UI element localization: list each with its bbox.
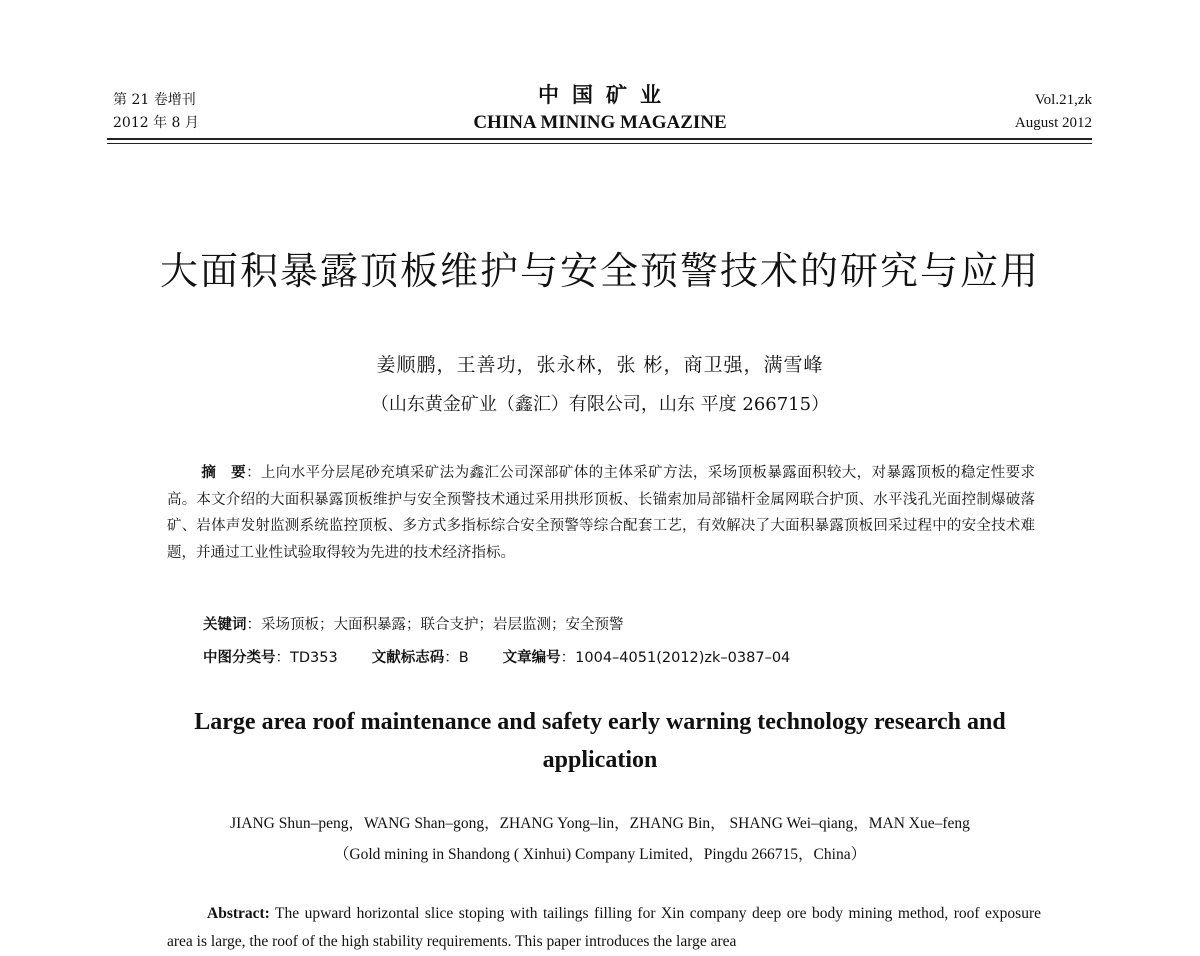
abstract-cn-text: ：上向水平分层尾砂充填采矿法为鑫汇公司深部矿体的主体采矿方法，采场顶板暴露面积较大，对暴露顶板的稳定性要求高。本文介绍的大面积暴露顶板维护与安全预警技术通过采用拱形顶板、长锚索加局部锚杆金属网联合护顶、水平浅孔光面控制爆破落矿、岩体声发射监测系统监控顶板、多方式多指标综合安全预警等综合配套工艺，有效解决了大面积暴露顶板回采过程中的安全技术难题，并通过工业性试验取得较为先进的技术经济指标。 (167, 465, 1036, 561)
article-number-value: ：1004–4051(2012)zk–0387–04 (560, 650, 791, 666)
paper-title-en: Large area roof maintenance and safety early warning technology research and application (194, 709, 1006, 773)
journal-name-cn: 中国矿业 (538, 83, 674, 107)
abstract-cn (167, 460, 1035, 566)
affiliation-cn: （山东黄金矿业（鑫汇）有限公司，山东 平度 266715） (370, 394, 830, 415)
keywords-text: ：采场顶板；大面积暴露；联合支护；岩层监测；安全预警 (246, 617, 624, 633)
volume-date: August 2012 (1014, 115, 1092, 131)
keywords-label: 关键词 (203, 617, 247, 633)
abstract-cn-label: 摘 要 (201, 465, 247, 481)
header-rule-thick (107, 138, 1092, 140)
classification-line (203, 646, 790, 670)
keywords-cn (203, 613, 624, 637)
journal-name-en: CHINA MINING MAGAZINE (473, 112, 727, 133)
abstract-en-text: The upward horizontal slice stoping with tailings filling for Xin company deep ore body mining method, roof exposure area is large, the roof of the high stability requirements. This paper introduces the large area (167, 905, 1041, 950)
doc-code-label: 文献标志码 (371, 650, 445, 666)
abstract-en-label: Abstract: (207, 905, 270, 922)
issue-volume: 第 21 卷增刊 (113, 92, 196, 108)
clc-label: 中图分类号 (203, 650, 276, 666)
clc-value: ：TD353 (275, 650, 338, 666)
authors-en: JIANG Shun–peng，WANG Shan–gong，ZHANG Yong–lin，ZHANG Bin， SHANG Wei–qiang，MAN Xue–feng (230, 815, 970, 832)
authors-cn: 姜顺鹏，王善功，张永林，张 彬，商卫强，满雪峰 (376, 354, 824, 376)
doc-code-value: ：B (444, 650, 469, 666)
abstract-en (167, 900, 1041, 956)
affiliation-en: （Gold mining in Shandong ( Xinhui) Company Limited，Pingdu 266715，China） (333, 846, 867, 863)
issue-date: 2012 年 8 月 (113, 115, 199, 131)
article-number-label: 文章编号 (502, 650, 561, 666)
header-rule-thin (107, 143, 1092, 144)
volume-info (1015, 89, 1092, 135)
paper-title-cn: 大面积暴露顶板维护与安全预警技术的研究与应用 (159, 249, 1040, 293)
volume-number: Vol.21,zk (1034, 92, 1092, 108)
